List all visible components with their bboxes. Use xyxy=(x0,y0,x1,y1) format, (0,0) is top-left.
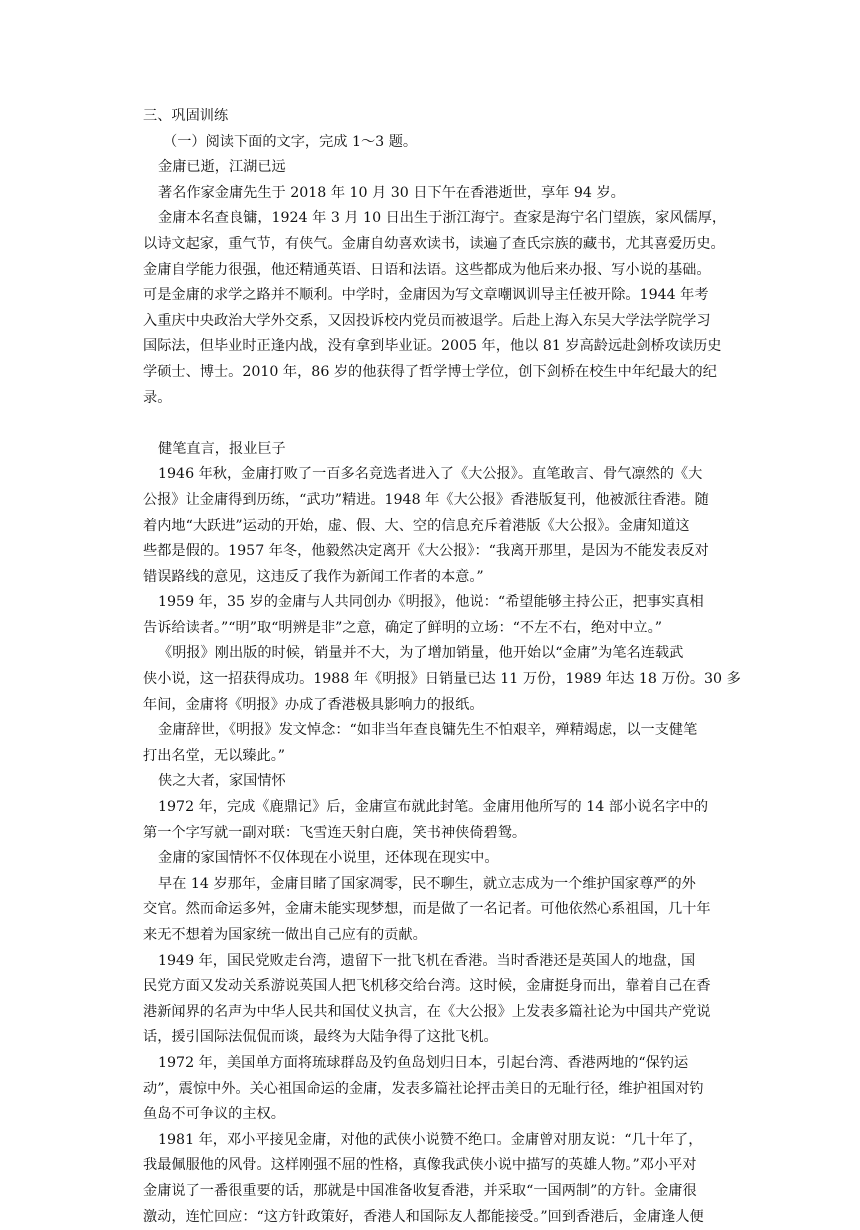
text-line: 话，援引国际法侃侃而谈，最终为大陆争得了这批飞机。 xyxy=(143,1029,498,1046)
text-line: 学硕士、博士。2010 年，86 岁的他获得了哲学博士学位，创下剑桥在校生中年纪最大的纪 xyxy=(143,363,717,380)
blank-line xyxy=(143,411,744,437)
text-line: 以诗文起家，重气节，有侠气。金庸自幼喜欢读书，读遍了查氏宗族的藏书，尤其喜爱历史。 xyxy=(143,235,725,252)
text-line: 1959 年，35 岁的金庸与人共同创办《明报》，他说：“希望能够主持公正，把事实真相 xyxy=(158,594,704,611)
text-line: 金庸自学能力很强，他还精通英语、日语和法语。这些都成为他后来办报、写小说的基础。 xyxy=(143,261,711,278)
text-line: 年间，金庸将《明报》办成了香港极具影响力的报纸。 xyxy=(143,696,484,713)
text-line: 错误路线的意见，这违反了我作为新闻工作者的本意。” xyxy=(143,568,484,585)
text-line: 录。 xyxy=(143,389,172,406)
subheading-3: 侠之大者，家国情怀 xyxy=(158,773,286,790)
text-line: 动”，震惊中外。关心祖国命运的金庸，发表多篇社论抨击美日的无耻行径，维护祖国对钓 xyxy=(143,1080,704,1097)
question-instruction: （一）阅读下面的文字，完成 1～3 题。 xyxy=(163,133,418,150)
text-line: 金庸的家国情怀不仅体现在小说里，还体现在现实中。 xyxy=(158,850,499,867)
text-line: 交官。然而命运多舛，金庸未能实现梦想，而是做了一名记者。可他依然心系祖国，几十年 xyxy=(143,901,711,918)
section-heading: 三、巩固训练 xyxy=(143,108,229,124)
text-line: 我最佩服他的风骨。这样刚强不屈的性格，真像我武侠小说中描写的英雄人物。”邓小平对 xyxy=(143,1157,697,1174)
text-line: 金庸说了一番很重要的话，那就是中国准备收复香港，并采取“一国两制”的方针。金庸很 xyxy=(143,1182,697,1199)
text-line: 来无不想着为国家统一做出自己应有的贡献。 xyxy=(143,927,427,943)
text-line: 1981 年，邓小平接见金庸，对他的武侠小说赞不绝口。金庸曾对朋友说：“几十年了， xyxy=(158,1131,703,1148)
text-line: 公报》让金庸得到历练，“武功”精进。1948 年《大公报》香港版复刊，他被派往香港。随 xyxy=(143,491,709,508)
text-line: 民党方面又发动关系游说英国人把飞机移交给台湾。这时候，金庸挺身而出，靠着自己在香 xyxy=(143,978,711,995)
text-line: 侠小说，这一招获得成功。1988 年《明报》日销量已达 11 万份，1989 年达 18 万份。30 多 xyxy=(143,671,741,688)
text-line: 入重庆中央政治大学外交系，又因投诉校内党员而被退学。后赴上海入东吴大学法学院学习 xyxy=(143,312,711,329)
text-line: 早在 14 岁那年，金庸目睹了国家凋零，民不聊生，就立志成为一个维护国家尊严的外 xyxy=(158,875,696,892)
text-line: 港新闻界的名声为中华人民共和国仗义执言，在《大公报》上发表多篇社论为中国共产党说 xyxy=(143,1003,711,1020)
text-line: 1972 年，美国单方面将琉球群岛及钓鱼岛划归日本，引起台湾、香港两地的“保钓运 xyxy=(158,1054,689,1071)
text-line: 第一个字写就一副对联：飞雪连天射白鹿，笑书神侠倚碧鸳。 xyxy=(143,824,527,841)
text-line: 《明报》刚出版的时候，销量并不大，为了增加销量，他开始以“金庸”为笔名连载武 xyxy=(158,645,684,662)
subheading-1: 金庸已逝，江湖已远 xyxy=(158,159,286,176)
text-line: 金庸辞世，《明报》发文悼念：“如非当年查良镛先生不怕艰辛，殚精竭虑，以一支健笔 xyxy=(158,722,698,739)
text-line: 1972 年，完成《鹿鼎记》后，金庸宣布就此封笔。金庸用他所写的 14 部小说名字中的 xyxy=(158,799,709,816)
text-line: 着内地“大跃进”运动的开始，虚、假、大、空的信息充斥着港版《大公报》。金庸知道这 xyxy=(143,517,690,534)
text-line: 鱼岛不可争议的主权。 xyxy=(143,1106,285,1123)
text-line: 国际法，但毕业时正逢内战，没有拿到毕业证。2005 年，他以 81 岁高龄远赴剑桥攻读历史 xyxy=(143,338,722,355)
text-line: 著名作家金庸先生于 2018 年 10 月 30 日下午在香港逝世，享年 94 岁。 xyxy=(158,184,625,201)
text-line: 金庸本名查良镛，1924 年 3 月 10 日出生于浙江海宁。查家是海宁名门望族，家风儒厚， xyxy=(158,210,727,227)
text-line: 激动，连忙回应：“这方针政策好，香港人和国际友人都能接受。”回到香港后，金庸逢人便 xyxy=(143,1208,704,1225)
subheading-2: 健笔直言，报业巨子 xyxy=(158,440,286,457)
text-line: 打出名堂，无以臻此。” xyxy=(143,747,286,764)
text-line: 1949 年，国民党败走台湾，遗留下一批飞机在香港。当时香港还是英国人的地盘，国 xyxy=(158,952,696,969)
text-line: 告诉给读者。”“明”取“明辨是非”之意，确定了鲜明的立场：“不左不右，绝对中立。” xyxy=(143,619,662,636)
text-line: 些都是假的。1957 年冬，他毅然决定离开《大公报》：“我离开那里，是因为不能发表反对 xyxy=(143,543,709,560)
text-line: 可是金庸的求学之路并不顺利。中学时，金庸因为写文章嘲讽训导主任被开除。1944 年考 xyxy=(143,287,709,304)
text-line: 1946 年秋，金庸打败了一百多名竞选者进入了《大公报》。直笔敢言、骨气凛然的《大 xyxy=(158,466,703,483)
